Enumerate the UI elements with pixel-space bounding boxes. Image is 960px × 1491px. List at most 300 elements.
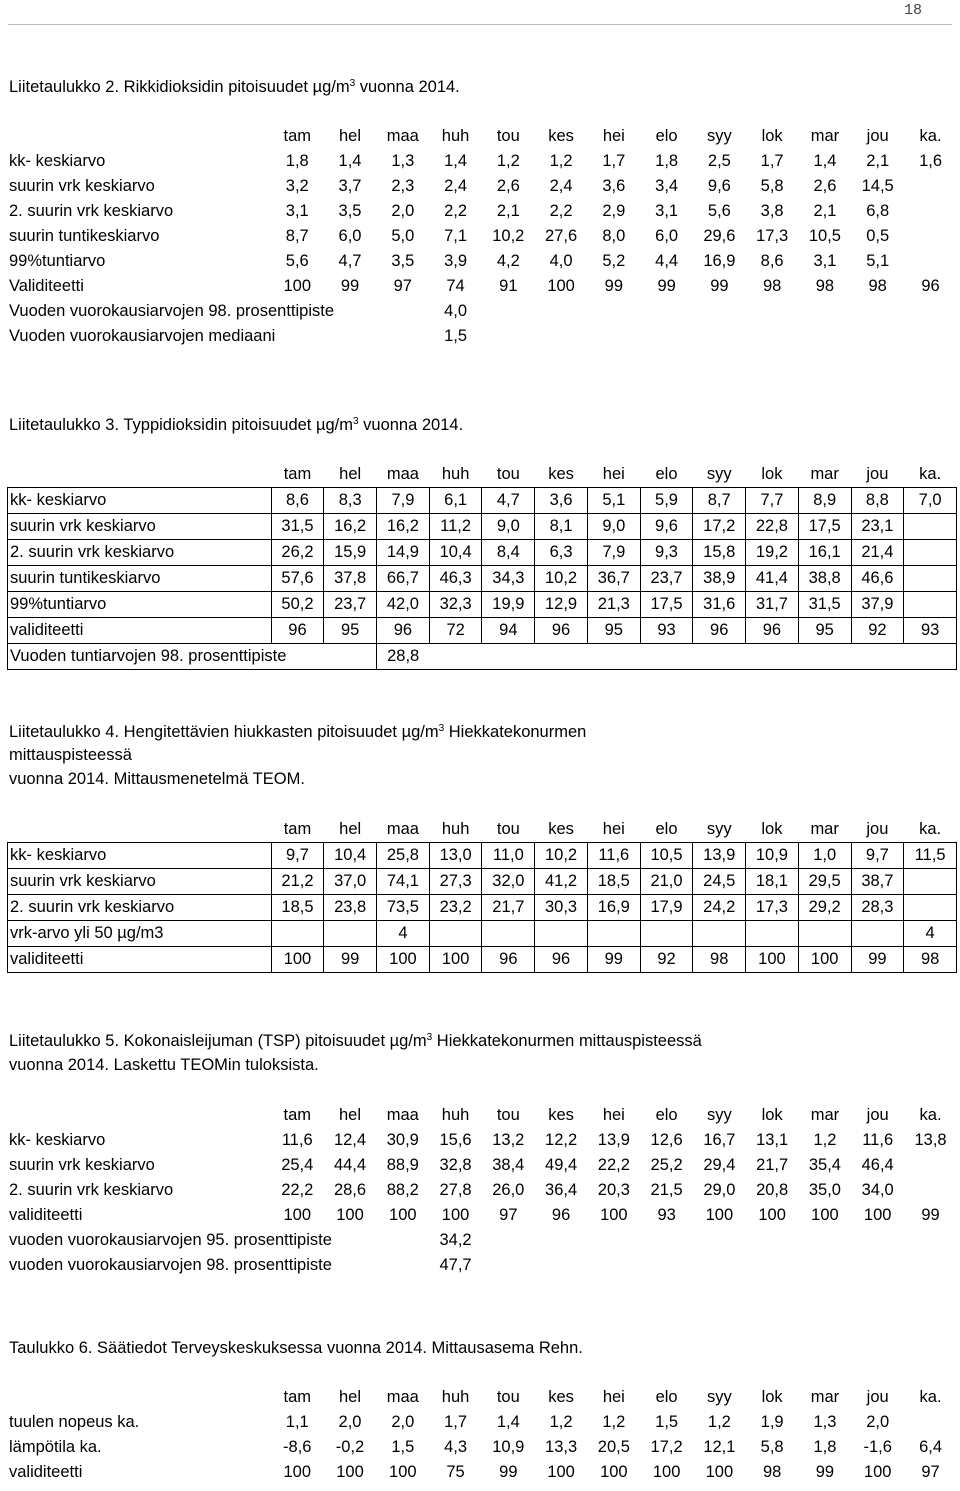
- table-cell: 10,9: [746, 843, 799, 869]
- table-cell: [904, 514, 957, 540]
- table-cell: 95: [587, 618, 640, 644]
- row-label: validiteetti: [9, 1206, 83, 1224]
- table-cell: 1,5: [391, 1438, 415, 1456]
- table-cell: 100: [811, 1206, 839, 1224]
- table-cell: 10,2: [535, 843, 588, 869]
- table-cell: 18,1: [746, 869, 799, 895]
- month-header: huh: [441, 1106, 470, 1124]
- table-cell: 10,5: [808, 227, 841, 245]
- table-cell: 95: [798, 618, 851, 644]
- table-cell: 11,6: [862, 1131, 894, 1149]
- table-row: [8, 843, 957, 869]
- table-cell: 3,5: [338, 202, 362, 220]
- table-cell: 1,7: [602, 152, 626, 170]
- table-cell: 36,4: [545, 1181, 578, 1199]
- table-cell: 99: [587, 947, 640, 973]
- table-cell: -8,6: [283, 1438, 312, 1456]
- month-header: ka.: [919, 1106, 942, 1124]
- table-cell: 96: [921, 277, 940, 295]
- table-row: [7, 1410, 957, 1435]
- table-cell: 42,0: [377, 592, 430, 618]
- table-cell: 1,7: [444, 1413, 468, 1431]
- month-header: kes: [548, 1106, 574, 1124]
- table-cell: 93: [657, 1206, 676, 1224]
- table-cell: 9,6: [640, 514, 693, 540]
- table-cell: [271, 921, 324, 947]
- table-row: [7, 1178, 957, 1203]
- month-header: hel: [339, 1106, 362, 1124]
- table-cell: 17,3: [756, 227, 789, 245]
- table-cell: 10,4: [429, 540, 482, 566]
- table-cell: 4: [377, 921, 430, 947]
- table-cell: 91: [499, 277, 518, 295]
- table-cell: 35,0: [808, 1181, 841, 1199]
- month-header: hei: [602, 465, 625, 483]
- table-cell: [798, 921, 851, 947]
- table-cell: 1,4: [338, 152, 362, 170]
- table-cell: 13,9: [693, 843, 746, 869]
- table-cell: 18,5: [271, 895, 324, 921]
- table-cell: 99: [657, 277, 676, 295]
- table-cell: [904, 869, 957, 895]
- table-cell: 11,0: [482, 843, 535, 869]
- month-header: jou: [866, 1106, 889, 1124]
- table-cell: 1,2: [602, 1413, 626, 1431]
- table-cell: 17,5: [640, 592, 693, 618]
- row-label: 99%tuntiarvo: [8, 592, 272, 618]
- month-header: tou: [496, 127, 520, 145]
- row-label: validiteetti: [8, 618, 272, 644]
- table-cell: 16,2: [324, 514, 377, 540]
- table-cell: 3,2: [285, 177, 309, 195]
- table-cell: 8,6: [271, 488, 324, 514]
- table-row: [7, 199, 957, 224]
- table-cell: 44,4: [333, 1156, 367, 1174]
- table-cell: 22,8: [746, 514, 799, 540]
- table-4-title-line2: mittauspisteessä: [9, 746, 132, 764]
- table-cell: [746, 921, 799, 947]
- table-cell: 93: [904, 618, 957, 644]
- table-cell: 34,0: [861, 1181, 894, 1199]
- table-cell: 6,0: [338, 227, 362, 245]
- table-cell: 99: [604, 277, 624, 295]
- table-cell: 21,3: [587, 592, 640, 618]
- table-cell: 100: [547, 1463, 575, 1481]
- month-header: huh: [441, 465, 470, 483]
- month-header: huh: [441, 127, 470, 145]
- table-cell: 88,9: [386, 1156, 419, 1174]
- row-label: suurin vrk keskiarvo: [8, 869, 272, 895]
- table-cell: 38,8: [798, 566, 851, 592]
- table-5: [7, 1103, 957, 1278]
- month-header: syy: [707, 1388, 732, 1406]
- table-cell: 6,4: [919, 1438, 942, 1456]
- table-cell: [904, 174, 957, 199]
- table-cell: 1,6: [919, 152, 942, 170]
- table-cell: 1,2: [496, 152, 520, 170]
- table-cell: 5,6: [285, 252, 309, 270]
- row-label: 2. suurin vrk keskiarvo: [9, 1181, 174, 1199]
- table-cell: 35,4: [808, 1156, 841, 1174]
- month-header: jou: [866, 820, 889, 838]
- table-cell: 99: [340, 277, 360, 295]
- month-header: kes: [548, 820, 574, 838]
- table-cell: [482, 921, 535, 947]
- table-cell: 28,3: [851, 895, 904, 921]
- table-cell: 93: [640, 618, 693, 644]
- month-header: hei: [602, 1388, 625, 1406]
- month-header: jou: [866, 127, 889, 145]
- table-cell: 50,2: [271, 592, 324, 618]
- table-cell: 20,3: [597, 1181, 630, 1199]
- table-row: [7, 149, 957, 174]
- month-header: tou: [496, 1106, 520, 1124]
- table-cell: 3,8: [760, 202, 784, 220]
- month-header: tou: [496, 1388, 520, 1406]
- table-cell: 2,2: [549, 202, 573, 220]
- table-cell: 16,7: [703, 1131, 736, 1149]
- row-label: 99%tuntiarvo: [9, 252, 106, 270]
- month-header: jou: [866, 1388, 889, 1406]
- row-label: kk- keskiarvo: [8, 488, 272, 514]
- summary-value: 47,7: [439, 1256, 472, 1274]
- table-cell: 9,0: [482, 514, 535, 540]
- summary-label: vuoden vuorokausiarvojen 95. prosenttipiste: [9, 1231, 332, 1249]
- table-cell: 5,8: [760, 1438, 784, 1456]
- month-header: tam: [283, 820, 312, 838]
- table-cell: 5,9: [640, 488, 693, 514]
- table-cell: 100: [798, 947, 851, 973]
- row-label: validiteetti: [8, 947, 272, 973]
- month-header: lok: [761, 1106, 783, 1124]
- table-cell: 2,2: [444, 202, 468, 220]
- table-cell: [535, 921, 588, 947]
- table-cell: 96: [535, 947, 588, 973]
- table-3: [7, 462, 957, 670]
- table-cell: [904, 895, 957, 921]
- table-cell: 100: [600, 1463, 628, 1481]
- table-cell: 12,4: [333, 1131, 367, 1149]
- table-cell: 38,7: [851, 869, 904, 895]
- table-cell: 6,8: [866, 202, 890, 220]
- table-cell: 1,2: [707, 1413, 731, 1431]
- table-cell: 9,3: [640, 540, 693, 566]
- table-cell: 2,6: [813, 177, 837, 195]
- table-cell: 8,8: [851, 488, 904, 514]
- table-cell: 92: [851, 618, 904, 644]
- table-cell: 100: [336, 1463, 364, 1481]
- row-label: suurin vrk keskiarvo: [9, 1156, 155, 1174]
- page-number: 18: [903, 2, 922, 19]
- row-label: suurin tuntikeskiarvo: [9, 227, 160, 245]
- table-cell: 29,5: [798, 869, 851, 895]
- table-cell: 96: [535, 618, 588, 644]
- summary-label: Vuoden vuorokausiarvojen 98. prosenttipiste: [9, 302, 335, 320]
- table-cell: 23,1: [851, 514, 904, 540]
- table-cell: 98: [904, 947, 957, 973]
- table-cell: 96: [746, 618, 799, 644]
- table-cell: 29,2: [798, 895, 851, 921]
- row-label: 2. suurin vrk keskiarvo: [8, 540, 272, 566]
- table-6: [7, 1385, 957, 1485]
- table-cell: 98: [762, 277, 782, 295]
- table-cell: 32,3: [429, 592, 482, 618]
- table-cell: 17,2: [650, 1438, 683, 1456]
- table-cell: 13,8: [914, 1131, 947, 1149]
- table-cell: 97: [499, 1206, 518, 1224]
- table-row: [7, 1203, 957, 1228]
- month-header: jou: [866, 465, 889, 483]
- table-cell: 7,9: [377, 488, 430, 514]
- month-header: ka.: [919, 127, 942, 145]
- table-row: [8, 618, 957, 644]
- month-header: syy: [706, 465, 732, 483]
- table-2-title: Liitetaulukko 2. Rikkidioksidin pitoisuudet $\mu g/m^3$ vuonna 2014.: [9, 78, 460, 96]
- table-cell: 32,0: [482, 869, 535, 895]
- table-cell: 10,5: [640, 843, 693, 869]
- table-cell: 100: [652, 1463, 681, 1481]
- table-cell: 37,8: [324, 566, 377, 592]
- table-cell: 96: [271, 618, 324, 644]
- table-cell: 8,7: [693, 488, 746, 514]
- table-cell: 13,0: [429, 843, 482, 869]
- month-header-row: [7, 124, 957, 149]
- table-cell: 46,6: [851, 566, 904, 592]
- summary-value: 4,0: [444, 302, 468, 320]
- table-cell: 29,4: [703, 1156, 736, 1174]
- month-header: tam: [283, 1388, 312, 1406]
- month-header-row: [7, 1385, 957, 1410]
- table-cell: 94: [482, 618, 535, 644]
- table-cell: 1,2: [549, 152, 573, 170]
- table-cell: 13,3: [545, 1438, 578, 1456]
- month-header: hel: [339, 465, 362, 483]
- table-cell: 22,2: [281, 1181, 314, 1199]
- table-row: [8, 566, 957, 592]
- table-2: [7, 124, 957, 349]
- table-cell: 31,7: [746, 592, 799, 618]
- table-cell: 7,0: [904, 488, 957, 514]
- table-cell: 6,3: [535, 540, 588, 566]
- table-cell: 3,1: [285, 202, 309, 220]
- month-header: kes: [548, 465, 574, 483]
- table-cell: [904, 224, 957, 249]
- table-cell: 3,7: [338, 177, 362, 195]
- month-header: lok: [761, 465, 783, 483]
- month-header: hei: [602, 1106, 625, 1124]
- table-cell: 1,4: [444, 152, 468, 170]
- table-cell: 8,9: [798, 488, 851, 514]
- table-row: [8, 869, 957, 895]
- table-cell: 6,0: [655, 227, 679, 245]
- table-cell: 16,9: [587, 895, 640, 921]
- table-cell: 96: [377, 618, 430, 644]
- table-cell: 12,9: [535, 592, 588, 618]
- table-cell: 3,6: [535, 488, 588, 514]
- table-cell: 99: [499, 1463, 518, 1481]
- month-header: lok: [761, 127, 783, 145]
- summary-row: [7, 299, 957, 324]
- table-cell: 3,4: [655, 177, 679, 195]
- table-cell: 13,9: [597, 1131, 630, 1149]
- table-cell: 31,6: [693, 592, 746, 618]
- month-header: elo: [655, 127, 678, 145]
- table-cell: 38,9: [693, 566, 746, 592]
- table-cell: 57,6: [271, 566, 324, 592]
- table-cell: 11,5: [904, 843, 957, 869]
- month-header: tam: [283, 1106, 312, 1124]
- table-cell: 1,5: [655, 1413, 679, 1431]
- table-row: [8, 514, 957, 540]
- table-cell: 99: [324, 947, 377, 973]
- table-cell: 38,4: [492, 1156, 525, 1174]
- table-cell: 29,0: [703, 1181, 736, 1199]
- table-cell: [904, 249, 957, 274]
- table-cell: 19,9: [482, 592, 535, 618]
- table-cell: 30,3: [535, 895, 588, 921]
- summary-row: [8, 644, 957, 670]
- month-header: tou: [496, 465, 520, 483]
- table-row: [8, 488, 957, 514]
- table-cell: 2,9: [602, 202, 626, 220]
- month-header: huh: [441, 1388, 470, 1406]
- table-cell: 2,1: [813, 202, 837, 220]
- table-cell: 10,2: [535, 566, 588, 592]
- table-cell: 12,6: [650, 1131, 683, 1149]
- table-cell: 9,6: [707, 177, 731, 195]
- table-cell: -0,2: [335, 1438, 365, 1456]
- table-cell: 4,4: [655, 252, 679, 270]
- table-4-title: Liitetaulukko 4. Hengitettävien hiukkasten pitoisuudet $\mu g/m^3$ Hiekkatekonurmen: [9, 723, 587, 741]
- table-cell: 100: [705, 1463, 734, 1481]
- table-cell: 21,2: [271, 869, 324, 895]
- table-cell: 21,4: [851, 540, 904, 566]
- month-header: maa: [386, 1106, 419, 1124]
- table-cell: 23,8: [324, 895, 377, 921]
- month-header: mar: [810, 1106, 840, 1124]
- table-cell: 1,7: [760, 152, 784, 170]
- table-cell: 37,9: [851, 592, 904, 618]
- table-cell: 21,7: [756, 1156, 789, 1174]
- table-cell: 100: [863, 1463, 892, 1481]
- table-cell: 5,1: [866, 252, 890, 270]
- row-label: suurin vrk keskiarvo: [8, 514, 272, 540]
- month-header: ka.: [919, 465, 942, 483]
- table-cell: [904, 199, 957, 224]
- table-cell: -1,6: [863, 1438, 892, 1456]
- table-cell: 23,7: [640, 566, 693, 592]
- table-cell: [904, 592, 957, 618]
- table-cell: 73,5: [377, 895, 430, 921]
- table-row: [8, 540, 957, 566]
- table-6-title: Taulukko 6. Säätiedot Terveyskeskuksessa vuonna 2014. Mittausasema Rehn.: [9, 1339, 583, 1357]
- table-cell: 100: [441, 1206, 470, 1224]
- table-cell: 34,3: [482, 566, 535, 592]
- table-cell: 4,7: [482, 488, 535, 514]
- table-cell: 4,0: [549, 252, 573, 270]
- table-cell: 1,4: [496, 1413, 520, 1431]
- table-row: [8, 921, 957, 947]
- table-cell: 97: [393, 277, 412, 295]
- table-cell: 1,3: [391, 152, 415, 170]
- table-cell: 13,1: [756, 1131, 789, 1149]
- table-cell: 8,3: [324, 488, 377, 514]
- table-cell: 21,0: [640, 869, 693, 895]
- table-cell: 15,8: [693, 540, 746, 566]
- month-header: tam: [283, 465, 312, 483]
- table-cell: 5,2: [602, 252, 626, 270]
- table-cell: 2,0: [338, 1413, 362, 1431]
- summary-label: vuoden vuorokausiarvojen 98. prosenttipiste: [9, 1256, 332, 1274]
- table-row: [7, 1435, 957, 1460]
- table-cell: 26,2: [271, 540, 324, 566]
- table-cell: 2,3: [391, 177, 415, 195]
- summary-label: Vuoden vuorokausiarvojen mediaani: [9, 327, 276, 345]
- row-label: validiteetti: [9, 1463, 83, 1481]
- table-cell: 98: [762, 1463, 782, 1481]
- month-header: kes: [548, 1388, 574, 1406]
- month-header: mar: [810, 127, 840, 145]
- table-4-title-line3: vuonna 2014. Mittausmenetelmä TEOM.: [9, 770, 305, 788]
- table-cell: 5,1: [587, 488, 640, 514]
- table-cell: 100: [271, 947, 324, 973]
- table-cell: 96: [693, 618, 746, 644]
- table-cell: 100: [283, 1206, 312, 1224]
- table-cell: [587, 921, 640, 947]
- summary-row: [7, 1253, 957, 1278]
- summary-value: 1,5: [444, 327, 468, 345]
- table-cell: 1,8: [285, 152, 309, 170]
- table-cell: 4,7: [338, 252, 362, 270]
- table-cell: 27,3: [429, 869, 482, 895]
- table-cell: 1,2: [549, 1413, 573, 1431]
- summary-value: 28,8: [377, 644, 430, 670]
- table-cell: 96: [551, 1206, 571, 1224]
- month-header: elo: [655, 1388, 678, 1406]
- table-cell: 96: [482, 947, 535, 973]
- table-cell: [904, 540, 957, 566]
- table-row: [8, 947, 957, 973]
- table-cell: [693, 921, 746, 947]
- table-cell: 11,2: [429, 514, 482, 540]
- month-header: maa: [386, 465, 419, 483]
- month-header-row: [7, 1103, 957, 1128]
- table-cell: 2,5: [707, 152, 731, 170]
- table-cell: 15,6: [439, 1131, 472, 1149]
- table-cell: 8,7: [285, 227, 309, 245]
- table-cell: 100: [389, 1206, 417, 1224]
- table-cell: 46,3: [429, 566, 482, 592]
- table-cell: 23,2: [429, 895, 482, 921]
- table-cell: 17,2: [693, 514, 746, 540]
- month-header: lok: [761, 1388, 783, 1406]
- table-cell: 3,5: [391, 252, 415, 270]
- table-cell: 41,4: [746, 566, 799, 592]
- table-cell: 7,7: [746, 488, 799, 514]
- table-cell: 97: [921, 1463, 940, 1481]
- table-cell: 2,4: [444, 177, 468, 195]
- table-row: [7, 1153, 957, 1178]
- table-cell: 11,6: [587, 843, 640, 869]
- row-label: vrk-arvo yli 50 µg/m3: [8, 921, 272, 947]
- table-cell: 12,2: [545, 1131, 578, 1149]
- table-cell: 99: [710, 277, 729, 295]
- summary-label: Vuoden tuntiarvojen 98. prosenttipiste: [8, 644, 377, 670]
- row-label: Validiteetti: [9, 277, 84, 295]
- month-header: elo: [655, 465, 678, 483]
- table-cell: 11,6: [281, 1131, 313, 1149]
- month-header: maa: [386, 820, 419, 838]
